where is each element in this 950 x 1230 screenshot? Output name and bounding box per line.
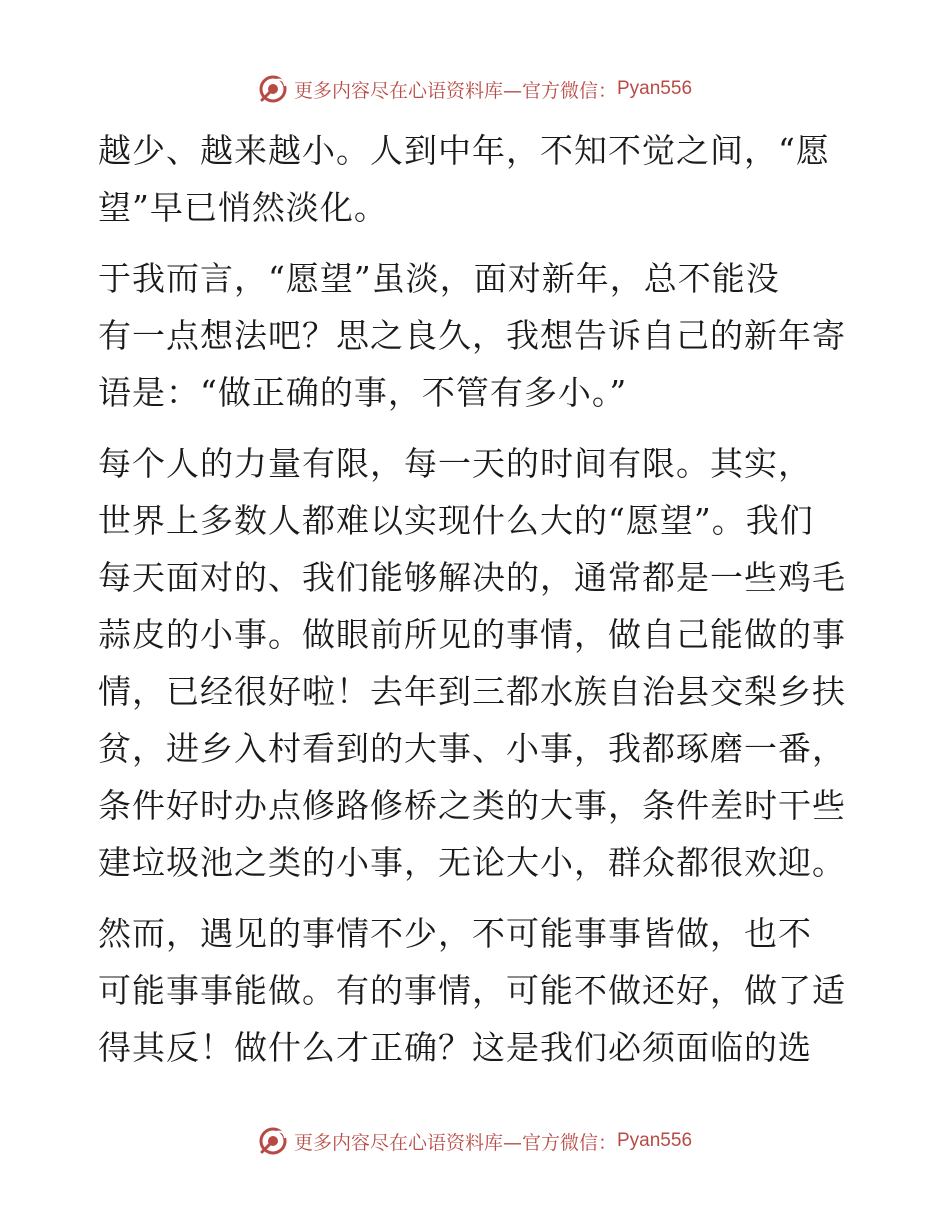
- paragraph: [98, 250, 858, 421]
- text-line: 越少、越来越小。人到中年，不知不觉之间，“愿: [98, 131, 830, 170]
- pen-circle-logo-icon: [258, 1126, 288, 1156]
- paragraph: [98, 435, 858, 891]
- text-line: 世界上多数人都难以实现什么大的“愿望”。我们: [98, 501, 814, 540]
- pen-circle-logo-icon: [258, 74, 288, 104]
- text-line: 得其反！做什么才正确？这是我们必须面临的选: [98, 1028, 812, 1067]
- text-line: 建垃圾池之类的小事，无论大小，群众都很欢迎。: [98, 843, 846, 882]
- watermark-wechat-id: Pyan556: [617, 1130, 693, 1151]
- text-line: 蒜皮的小事。做眼前所见的事情，做自己能做的事: [98, 615, 846, 654]
- text-line: 贫，进乡入村看到的大事、小事，我都琢磨一番，: [98, 729, 846, 768]
- text-line: 有一点想法吧？思之良久，我想告诉自己的新年寄: [98, 316, 846, 355]
- text-line: 每个人的力量有限，每一天的时间有限。其实，: [98, 444, 812, 483]
- watermark-text: 更多内容尽在心语资料库—官方微信：: [293, 1131, 617, 1154]
- text-line: 语是：“做正确的事，不管有多小。”: [98, 373, 628, 412]
- footer-watermark: [0, 1124, 950, 1158]
- header-watermark: [0, 72, 950, 106]
- paragraph: [98, 122, 858, 236]
- text-line: 可能事事能做。有的事情，可能不做还好，做了适: [98, 971, 846, 1010]
- watermark-wechat-id: Pyan556: [617, 78, 693, 99]
- text-line: 于我而言，“愿望”虽淡，面对新年，总不能没: [98, 259, 780, 298]
- paragraph: [98, 905, 858, 1076]
- text-line: 然而，遇见的事情不少，不可能事事皆做，也不: [98, 914, 812, 953]
- watermark-text: 更多内容尽在心语资料库—官方微信：: [293, 79, 617, 102]
- text-line: 情，已经很好啦！去年到三都水族自治县交梨乡扶: [98, 672, 846, 711]
- text-line: 望”早已悄然淡化。: [98, 188, 388, 227]
- text-line: 每天面对的、我们能够解决的，通常都是一些鸡毛: [98, 558, 846, 597]
- text-line: 条件好时办点修路修桥之类的大事，条件差时干些: [98, 786, 846, 825]
- document-body: [98, 122, 858, 1076]
